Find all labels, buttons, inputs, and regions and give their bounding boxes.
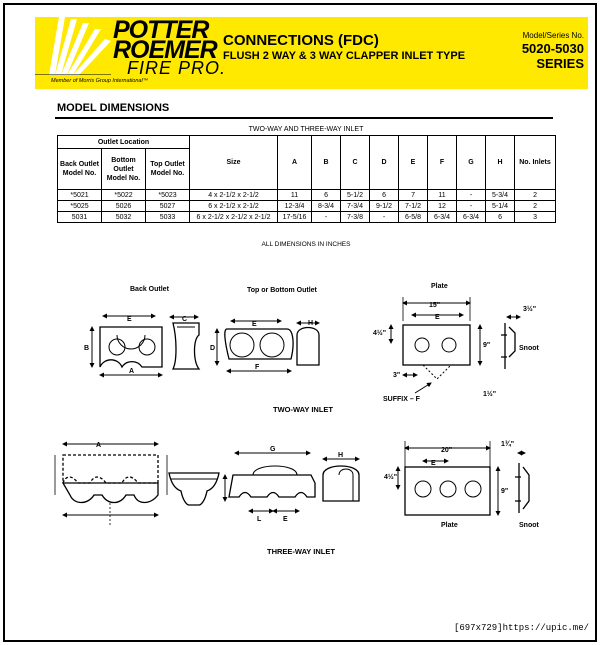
table-cell: 7-1/2 bbox=[399, 201, 428, 212]
table-cell: 5031 bbox=[58, 212, 102, 223]
table-cell: 5-1/4 bbox=[486, 201, 515, 212]
three-way-top-bottom-drawing bbox=[225, 446, 359, 523]
table-cell: - bbox=[457, 201, 486, 212]
table-cell: 9-1/2 bbox=[370, 201, 399, 212]
plate3-depth-label: 1¾" bbox=[501, 441, 515, 448]
table-cell: 5026 bbox=[102, 201, 146, 212]
table-cell: - bbox=[457, 190, 486, 201]
plate-label: Plate bbox=[431, 283, 448, 290]
plate-height-label: 4½" bbox=[373, 330, 387, 337]
column-header: A bbox=[278, 136, 312, 190]
dim-label-f: F bbox=[255, 364, 260, 371]
model-number: 5020-5030 bbox=[521, 41, 584, 56]
column-header: Size bbox=[190, 136, 278, 190]
technical-drawings bbox=[5, 5, 597, 642]
column-header: C bbox=[341, 136, 370, 190]
plate3-width-label: 20" bbox=[441, 447, 453, 454]
dim-label-d: D bbox=[210, 345, 216, 352]
table-cell: 6-5/8 bbox=[399, 212, 428, 223]
two-way-plate-drawing bbox=[373, 283, 539, 403]
dim-label-l: L bbox=[257, 516, 262, 523]
column-header: Bottom Outlet Model No. bbox=[102, 149, 146, 190]
plate-e-label: E bbox=[435, 314, 440, 321]
table-cell: 5032 bbox=[102, 212, 146, 223]
document-page bbox=[3, 3, 597, 642]
two-way-caption: TWO-WAY INLET bbox=[273, 405, 333, 414]
table-cell: 5-3/4 bbox=[486, 190, 515, 201]
page-title: CONNECTIONS (FDC) bbox=[223, 32, 379, 49]
plate-width-label: 15" bbox=[429, 302, 441, 309]
plate3-label: Plate bbox=[441, 522, 458, 529]
plate3-height-label: 4½" bbox=[384, 474, 398, 481]
column-header: D bbox=[370, 136, 399, 190]
table-cell: - bbox=[312, 212, 341, 223]
table-cell: 2 bbox=[515, 201, 556, 212]
column-header: Back Outlet Model No. bbox=[58, 149, 102, 190]
outlet-location-header: Outlet Location bbox=[58, 136, 190, 149]
plate3-e-label: E bbox=[431, 460, 436, 467]
logo-tagline: Member of Morris Group International™ bbox=[51, 78, 149, 84]
table-cell: *5025 bbox=[58, 201, 102, 212]
dim-label-g: G bbox=[270, 446, 276, 453]
column-header: F bbox=[428, 136, 457, 190]
table-cell: 6 x 2-1/2 x 2-1/2 x 2-1/2 bbox=[190, 212, 278, 223]
table-cell: 6-3/4 bbox=[428, 212, 457, 223]
table-cell: 8-3/4 bbox=[312, 201, 341, 212]
dim-label-e: E bbox=[127, 316, 132, 323]
model-label: Model/Series No. bbox=[522, 31, 584, 40]
snoot3-label: Snoot bbox=[519, 522, 539, 529]
table-cell: - bbox=[370, 212, 399, 223]
logo-word-roemer: ROEMER bbox=[113, 36, 217, 64]
table-cell: 7-3/4 bbox=[341, 201, 370, 212]
table-cell: 2 bbox=[515, 190, 556, 201]
table-cell: 6 x 2-1/2 x 2-1/2 bbox=[190, 201, 278, 212]
dim-label-e: E bbox=[252, 321, 257, 328]
table-caption: TWO-WAY AND THREE-WAY INLET bbox=[248, 126, 364, 133]
table-cell: 7-3/8 bbox=[341, 212, 370, 223]
watermark-text: [697x729]https://upic.me/ bbox=[453, 623, 589, 633]
two-way-top-bottom-drawing bbox=[210, 287, 319, 371]
three-way-side-drawing bbox=[169, 473, 219, 505]
dim-label-e: E bbox=[283, 516, 288, 523]
model-series: SERIES bbox=[536, 56, 584, 71]
column-header: E bbox=[399, 136, 428, 190]
three-way-caption: THREE-WAY INLET bbox=[267, 547, 335, 556]
plate-height-right-label: 9" bbox=[483, 342, 491, 349]
table-cell: 4 x 2-1/2 x 2-1/2 bbox=[190, 190, 278, 201]
logo-word-potter: POTTER bbox=[113, 16, 209, 44]
dim-label-a: A bbox=[96, 442, 102, 449]
table-cell: *5023 bbox=[146, 190, 190, 201]
table-cell: 12 bbox=[428, 201, 457, 212]
three-way-front-drawing bbox=[55, 442, 167, 525]
top-bottom-outlet-label bbox=[247, 287, 318, 294]
logo-word-fire-pro: FIRE PRO. bbox=[127, 58, 227, 78]
column-header: H bbox=[486, 136, 515, 190]
table-cell: 17-5/16 bbox=[278, 212, 312, 223]
table-cell: 11 bbox=[278, 190, 312, 201]
snoot-label: Snoot bbox=[519, 345, 539, 352]
table-cell: *5021 bbox=[58, 190, 102, 201]
plate3-height-right-label: 9" bbox=[501, 488, 509, 495]
column-header: No. Inlets bbox=[515, 136, 556, 190]
two-way-back-outlet-drawing bbox=[84, 286, 170, 375]
plate-small-label: 1½" bbox=[483, 391, 497, 398]
plate-depth-label: 3½" bbox=[523, 306, 537, 313]
table-cell: 6-3/4 bbox=[457, 212, 486, 223]
table-cell: *5022 bbox=[102, 190, 146, 201]
table-cell: 5033 bbox=[146, 212, 190, 223]
plate-suffix-label: SUFFIX – F bbox=[383, 396, 420, 403]
dim-label-h: H bbox=[308, 320, 314, 327]
three-way-plate-drawing bbox=[384, 440, 539, 529]
table-cell: 7 bbox=[399, 190, 428, 201]
column-header: G bbox=[457, 136, 486, 190]
table-cell: 5027 bbox=[146, 201, 190, 212]
table-cell: 12-3/4 bbox=[278, 201, 312, 212]
table-cell: 6 bbox=[312, 190, 341, 201]
table-cell: 6 bbox=[486, 212, 515, 223]
column-header: B bbox=[312, 136, 341, 190]
section-title: MODEL DIMENSIONS bbox=[57, 102, 170, 114]
table-cell: 5-1/2 bbox=[341, 190, 370, 201]
plate-offset-label: 3" bbox=[393, 372, 401, 379]
two-way-side-view-drawing bbox=[170, 316, 199, 369]
column-header: Top Outlet Model No. bbox=[146, 149, 190, 190]
top-bottom-outlet-label: Top or Bottom Outlet bbox=[247, 287, 317, 294]
table-cell: 11 bbox=[428, 190, 457, 201]
back-outlet-label: Back Outlet bbox=[130, 286, 169, 293]
dim-label-h: H bbox=[338, 452, 344, 459]
dim-label-a: A bbox=[129, 368, 135, 375]
table-note: ALL DIMENSIONS IN INCHES bbox=[261, 241, 351, 248]
dim-label-b: B bbox=[84, 345, 90, 352]
dim-label-c: C bbox=[182, 316, 188, 323]
page-subtitle: FLUSH 2 WAY & 3 WAY CLAPPER INLET TYPE bbox=[223, 50, 466, 62]
table-cell: 3 bbox=[515, 212, 556, 223]
table-cell: 6 bbox=[370, 190, 399, 201]
